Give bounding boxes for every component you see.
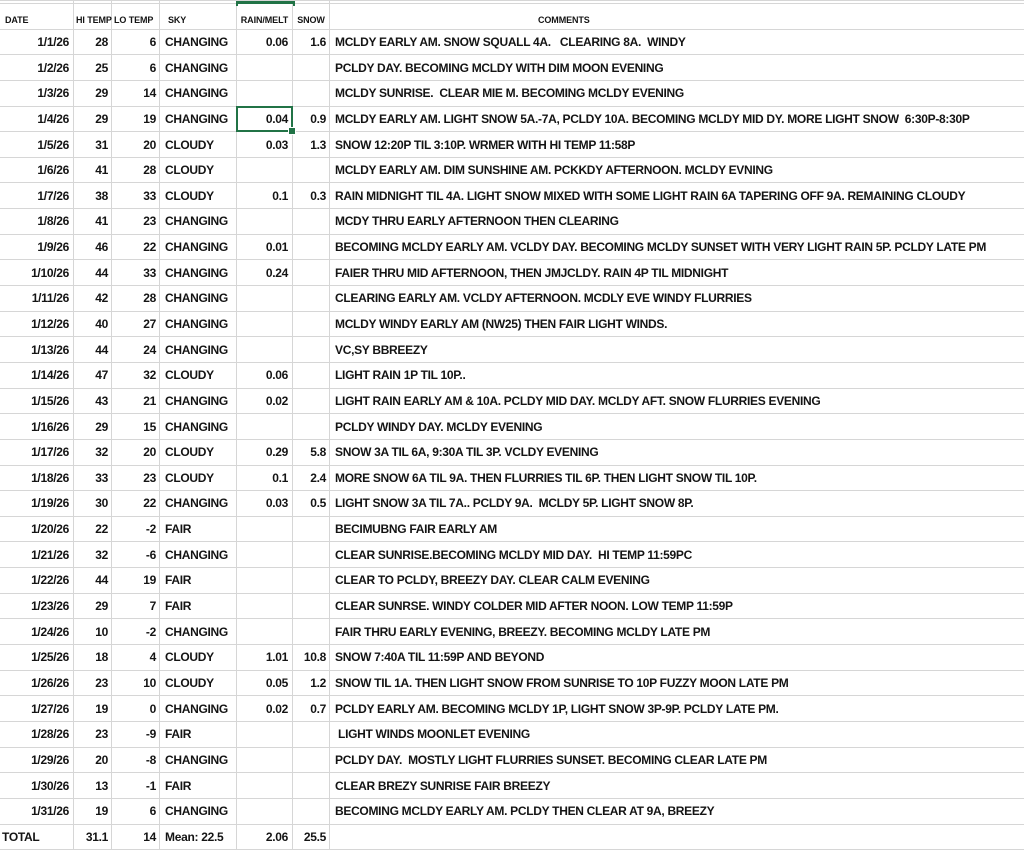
cell-snow[interactable] bbox=[293, 722, 330, 747]
cell-rain-melt[interactable]: 0.1 bbox=[237, 183, 293, 208]
cell-date[interactable]: 1/8/26 bbox=[0, 209, 74, 234]
table-row bbox=[0, 158, 1024, 184]
table-row bbox=[0, 132, 1024, 158]
cell-snow[interactable] bbox=[293, 389, 330, 414]
cell-hi-temp[interactable]: 22 bbox=[74, 517, 112, 542]
cell-date[interactable]: 1/19/26 bbox=[0, 491, 74, 516]
cell-snow[interactable] bbox=[293, 337, 330, 362]
cell-sky[interactable]: CLOUDY bbox=[160, 645, 237, 670]
cell-snow[interactable] bbox=[293, 414, 330, 439]
cell-lo-temp[interactable]: 6 bbox=[112, 799, 160, 824]
cell-comments[interactable]: PCLDY WINDY DAY. MCLDY EVENING bbox=[335, 419, 543, 434]
cell-date[interactable]: 1/15/26 bbox=[0, 389, 74, 414]
cell-lo-temp[interactable]: -1 bbox=[112, 773, 160, 798]
table-row bbox=[0, 81, 1024, 107]
cell-hi-temp[interactable]: 42 bbox=[74, 286, 112, 311]
cell-sky[interactable]: CHANGING bbox=[160, 389, 237, 414]
cell-hi-temp[interactable]: 19 bbox=[74, 696, 112, 721]
cell-rain-melt[interactable]: 1.01 bbox=[237, 645, 293, 670]
cell-lo-temp[interactable]: 23 bbox=[112, 466, 160, 491]
cell-sky[interactable]: CHANGING bbox=[160, 619, 237, 644]
cell-sky[interactable]: CHANGING bbox=[160, 260, 237, 285]
partial-cell[interactable] bbox=[160, 1, 237, 3]
cell-comments[interactable]: CLEAR SUNRISE.BECOMING MCLDY MID DAY. HI TEMP 11:59PC bbox=[335, 547, 692, 562]
cell-snow[interactable] bbox=[293, 517, 330, 542]
cell-lo-temp[interactable]: 14 bbox=[112, 81, 160, 106]
cell-hi-temp[interactable]: 29 bbox=[74, 107, 112, 132]
cell-lo-temp[interactable]: 7 bbox=[112, 594, 160, 619]
table-row bbox=[0, 30, 1024, 56]
cell-lo-temp[interactable]: 10 bbox=[112, 671, 160, 696]
cell-date[interactable]: 1/25/26 bbox=[0, 645, 74, 670]
table-row bbox=[0, 414, 1024, 440]
cell-rain-melt[interactable] bbox=[237, 748, 293, 773]
cell-sky[interactable]: CHANGING bbox=[160, 81, 237, 106]
cell-sky[interactable]: CHANGING bbox=[160, 235, 237, 260]
cell-hi-temp[interactable]: 25 bbox=[74, 55, 112, 80]
table-row bbox=[0, 55, 1024, 81]
cell-sky[interactable]: CHANGING bbox=[160, 30, 237, 55]
cell-rain-melt[interactable]: 0.03 bbox=[237, 491, 293, 516]
cell-lo-temp[interactable]: 27 bbox=[112, 312, 160, 337]
cell-date[interactable]: 1/11/26 bbox=[0, 286, 74, 311]
cell-rain-melt[interactable] bbox=[237, 517, 293, 542]
cell-lo-temp[interactable]: 4 bbox=[112, 645, 160, 670]
cell-date[interactable]: 1/20/26 bbox=[0, 517, 74, 542]
cell-sky[interactable]: FAIR bbox=[160, 594, 237, 619]
table-row bbox=[0, 286, 1024, 312]
cell-lo-temp[interactable]: -8 bbox=[112, 748, 160, 773]
table-row bbox=[0, 183, 1024, 209]
cell-lo-temp[interactable]: 15 bbox=[112, 414, 160, 439]
cell-comments[interactable]: MCDY THRU EARLY AFTERNOON THEN CLEARING bbox=[335, 214, 619, 229]
total-snow[interactable]: 25.5 bbox=[293, 825, 330, 850]
cell-comments[interactable]: FAIER THRU MID AFTERNOON, THEN JMJCLDY. RAIN 4P TIL MIDNIGHT bbox=[335, 265, 729, 280]
cell-lo-temp[interactable]: 23 bbox=[112, 209, 160, 234]
cell-lo-temp[interactable]: 22 bbox=[112, 491, 160, 516]
cell-snow[interactable] bbox=[293, 542, 330, 567]
cell-lo-temp[interactable]: 20 bbox=[112, 132, 160, 157]
cell-comments[interactable]: FAIR THRU EARLY EVENING, BREEZY. BECOMING MCLDY LATE PM bbox=[335, 624, 711, 639]
cell-comments[interactable]: CLEAR TO PCLDY, BREEZY DAY. CLEAR CALM EVENING bbox=[335, 573, 650, 588]
cell-hi-temp[interactable]: 30 bbox=[74, 491, 112, 516]
cell-lo-temp[interactable]: -9 bbox=[112, 722, 160, 747]
cell-hi-temp[interactable]: 32 bbox=[74, 542, 112, 567]
table-row bbox=[0, 389, 1024, 415]
cell-snow[interactable] bbox=[293, 773, 330, 798]
cell-sky[interactable]: CHANGING bbox=[160, 414, 237, 439]
cell-rain-melt[interactable]: 0.01 bbox=[237, 235, 293, 260]
cell-sky[interactable]: FAIR bbox=[160, 568, 237, 593]
cell-rain-melt[interactable]: 0.02 bbox=[237, 389, 293, 414]
cell-hi-temp[interactable]: 44 bbox=[74, 260, 112, 285]
cell-rain-melt[interactable] bbox=[237, 722, 293, 747]
cell-comments[interactable]: MCLDY WINDY EARLY AM (NW25) THEN FAIR LIGHT WINDS. bbox=[335, 317, 668, 331]
table-row bbox=[0, 748, 1024, 774]
cell-rain-melt[interactable]: 0.1 bbox=[237, 466, 293, 491]
cell-comments[interactable]: PCLDY DAY. BECOMING MCLDY WITH DIM MOON EVENING bbox=[335, 60, 664, 75]
cell-date[interactable]: 1/4/26 bbox=[0, 107, 74, 132]
total-hi-temp[interactable]: 31.1 bbox=[74, 825, 112, 850]
cell-snow[interactable] bbox=[293, 594, 330, 619]
cell-snow[interactable] bbox=[293, 619, 330, 644]
cell-snow[interactable]: 2.4 bbox=[293, 466, 330, 491]
table-row bbox=[0, 440, 1024, 466]
partial-cell[interactable] bbox=[293, 1, 330, 3]
cell-snow[interactable] bbox=[293, 363, 330, 388]
total-label[interactable]: TOTAL bbox=[0, 825, 74, 850]
header-hi-temp[interactable]: HI TEMP bbox=[74, 4, 112, 29]
cell-lo-temp[interactable]: 33 bbox=[112, 260, 160, 285]
cell-date[interactable]: 1/7/26 bbox=[0, 183, 74, 208]
cell-rain-melt[interactable] bbox=[237, 799, 293, 824]
cell-rain-melt[interactable] bbox=[237, 286, 293, 311]
cell-snow[interactable] bbox=[293, 235, 330, 260]
cell-snow[interactable] bbox=[293, 748, 330, 773]
cell-date[interactable]: 1/28/26 bbox=[0, 722, 74, 747]
partial-cell[interactable] bbox=[74, 1, 112, 3]
cell-snow[interactable] bbox=[293, 81, 330, 106]
cell-hi-temp[interactable]: 40 bbox=[74, 312, 112, 337]
cell-lo-temp[interactable]: -2 bbox=[112, 619, 160, 644]
cell-date[interactable]: 1/26/26 bbox=[0, 671, 74, 696]
cell-hi-temp[interactable]: 44 bbox=[74, 337, 112, 362]
cell-sky[interactable]: CHANGING bbox=[160, 542, 237, 567]
cell-sky[interactable]: CHANGING bbox=[160, 209, 237, 234]
cell-rain-melt[interactable]: 0.24 bbox=[237, 260, 293, 285]
cell-date[interactable]: 1/21/26 bbox=[0, 542, 74, 567]
cell-sky[interactable]: CLOUDY bbox=[160, 671, 237, 696]
cell-hi-temp[interactable]: 28 bbox=[74, 30, 112, 55]
header-rain-melt[interactable]: RAIN/MELT bbox=[237, 4, 293, 29]
cell-hi-temp[interactable]: 29 bbox=[74, 414, 112, 439]
cell-sky[interactable]: CHANGING bbox=[160, 286, 237, 311]
cell-hi-temp[interactable]: 23 bbox=[74, 722, 112, 747]
cell-comments[interactable]: MCLDY EARLY AM. LIGHT SNOW 5A.-7A, PCLDY 10A. BECOMING MCLDY MID DY. MORE LIGHT SNOW 6:30P-8:30P bbox=[335, 111, 970, 126]
table-row bbox=[0, 107, 1024, 133]
cell-date[interactable]: 1/2/26 bbox=[0, 55, 74, 80]
cell-sky[interactable]: CHANGING bbox=[160, 55, 237, 80]
cell-comments[interactable]: VC,SY BBREEZY bbox=[335, 342, 428, 357]
cell-comments[interactable]: CLEARING EARLY AM. VCLDY AFTERNOON. MCDLY EVE WINDY FLURRIES bbox=[335, 291, 752, 306]
cell-snow[interactable] bbox=[293, 568, 330, 593]
cell-date[interactable]: 1/22/26 bbox=[0, 568, 74, 593]
cell-rain-melt[interactable]: 0.05 bbox=[237, 671, 293, 696]
cell-rain-melt[interactable]: 0.02 bbox=[237, 696, 293, 721]
cell-date[interactable]: 1/1/26 bbox=[0, 30, 74, 55]
cell-lo-temp[interactable]: 22 bbox=[112, 235, 160, 260]
cell-date[interactable]: 1/14/26 bbox=[0, 363, 74, 388]
table-row bbox=[0, 542, 1024, 568]
cell-snow[interactable]: 5.8 bbox=[293, 440, 330, 465]
table-row bbox=[0, 799, 1024, 825]
cell-hi-temp[interactable]: 32 bbox=[74, 440, 112, 465]
cell-rain-melt[interactable] bbox=[237, 773, 293, 798]
cell-snow[interactable]: 0.3 bbox=[293, 183, 330, 208]
cell-comments[interactable]: PCLDY EARLY AM. BECOMING MCLDY 1P, LIGHT SNOW 3P-9P. PCLDY LATE PM. bbox=[335, 701, 779, 716]
partial-cell[interactable] bbox=[330, 1, 1024, 3]
cell-hi-temp[interactable]: 20 bbox=[74, 748, 112, 773]
table-row bbox=[0, 696, 1024, 722]
cell-date[interactable]: 1/6/26 bbox=[0, 158, 74, 183]
table-row bbox=[0, 517, 1024, 543]
cell-hi-temp[interactable]: 29 bbox=[74, 81, 112, 106]
cell-rain-melt[interactable]: 0.06 bbox=[237, 363, 293, 388]
cell-date[interactable]: 1/16/26 bbox=[0, 414, 74, 439]
total-row bbox=[0, 825, 1024, 850]
cell-date[interactable]: 1/9/26 bbox=[0, 235, 74, 260]
cell-snow[interactable] bbox=[293, 312, 330, 337]
cell-hi-temp[interactable]: 38 bbox=[74, 183, 112, 208]
cell-snow[interactable]: 10.8 bbox=[293, 645, 330, 670]
cell-rain-melt[interactable] bbox=[237, 55, 293, 80]
header-lo-temp[interactable]: LO TEMP bbox=[112, 4, 160, 29]
cell-lo-temp[interactable]: -2 bbox=[112, 517, 160, 542]
cell-comments[interactable]: BECIMUBNG FAIR EARLY AM bbox=[335, 522, 498, 537]
cell-lo-temp[interactable]: 28 bbox=[112, 286, 160, 311]
cell-lo-temp[interactable]: 6 bbox=[112, 55, 160, 80]
cell-snow[interactable]: 1.3 bbox=[293, 132, 330, 157]
table-row bbox=[0, 619, 1024, 645]
total-lo-temp[interactable]: 14 bbox=[112, 825, 160, 850]
cell-date[interactable]: 1/23/26 bbox=[0, 594, 74, 619]
cell-hi-temp[interactable]: 47 bbox=[74, 363, 112, 388]
cell-lo-temp[interactable]: 32 bbox=[112, 363, 160, 388]
cell-sky[interactable]: CLOUDY bbox=[160, 158, 237, 183]
header-comments[interactable]: COMMENTS bbox=[538, 14, 590, 25]
cell-sky[interactable]: FAIR bbox=[160, 722, 237, 747]
cell-snow[interactable]: 0.9 bbox=[293, 107, 330, 132]
cell-comments[interactable]: SNOW 12:20P TIL 3:10P. WRMER WITH HI TEMP 11:58P bbox=[335, 137, 636, 152]
header-snow[interactable]: SNOW bbox=[293, 4, 330, 29]
partial-cell[interactable] bbox=[0, 1, 74, 3]
cell-rain-melt[interactable] bbox=[237, 619, 293, 644]
cell-hi-temp[interactable]: 41 bbox=[74, 158, 112, 183]
cell-date[interactable]: 1/27/26 bbox=[0, 696, 74, 721]
cell-date[interactable]: 1/18/26 bbox=[0, 466, 74, 491]
cell-rain-melt[interactable] bbox=[237, 414, 293, 439]
cell-comments[interactable]: CLEAR BREZY SUNRISE FAIR BREEZY bbox=[335, 778, 551, 793]
cell-snow[interactable] bbox=[293, 209, 330, 234]
cell-lo-temp[interactable]: 6 bbox=[112, 30, 160, 55]
cell-comments[interactable]: SNOW 3A TIL 6A, 9:30A TIL 3P. VCLDY EVENING bbox=[335, 445, 599, 460]
cell-rain-melt[interactable]: 0.04 bbox=[237, 107, 293, 132]
cell-hi-temp[interactable]: 23 bbox=[74, 671, 112, 696]
cell-comments[interactable]: CLEAR SUNRSE. WINDY COLDER MID AFTER NOON. LOW TEMP 11:59P bbox=[335, 599, 733, 614]
cell-rain-melt[interactable] bbox=[237, 542, 293, 567]
cell-rain-melt[interactable]: 0.03 bbox=[237, 132, 293, 157]
cell-date[interactable]: 1/31/26 bbox=[0, 799, 74, 824]
cell-lo-temp[interactable]: 19 bbox=[112, 568, 160, 593]
cell-comments[interactable]: MCLDY SUNRISE. CLEAR MIE M. BECOMING MCLDY EVENING bbox=[335, 86, 684, 101]
cell-snow[interactable] bbox=[293, 286, 330, 311]
cell-sky[interactable]: CLOUDY bbox=[160, 363, 237, 388]
offscreen-selection-border bbox=[236, 1, 295, 6]
table-row bbox=[0, 466, 1024, 492]
cell-rain-melt[interactable] bbox=[237, 312, 293, 337]
cell-rain-melt[interactable]: 0.06 bbox=[237, 30, 293, 55]
cell-comments[interactable]: SNOW TIL 1A. THEN LIGHT SNOW FROM SUNRISE TO 10P FUZZY MOON LATE PM bbox=[335, 675, 789, 690]
cell-comments[interactable]: LIGHT RAIN 1P TIL 10P.. bbox=[335, 368, 466, 383]
total-comments[interactable] bbox=[330, 825, 1024, 850]
cell-sky[interactable]: CLOUDY bbox=[160, 183, 237, 208]
cell-hi-temp[interactable]: 33 bbox=[74, 466, 112, 491]
cell-comments[interactable]: MORE SNOW 6A TIL 9A. THEN FLURRIES TIL 6P. THEN LIGHT SNOW TIL 10P. bbox=[335, 470, 757, 485]
cell-lo-temp[interactable]: 33 bbox=[112, 183, 160, 208]
table-row bbox=[0, 235, 1024, 261]
table-row bbox=[0, 568, 1024, 594]
table-row bbox=[0, 363, 1024, 389]
cell-date[interactable]: 1/13/26 bbox=[0, 337, 74, 362]
cell-snow[interactable] bbox=[293, 799, 330, 824]
cell-rain-melt[interactable] bbox=[237, 209, 293, 234]
cell-date[interactable]: 1/10/26 bbox=[0, 260, 74, 285]
table-row bbox=[0, 722, 1024, 748]
cell-hi-temp[interactable]: 31 bbox=[74, 132, 112, 157]
cell-sky[interactable]: CHANGING bbox=[160, 799, 237, 824]
cell-snow[interactable]: 1.6 bbox=[293, 30, 330, 55]
cell-lo-temp[interactable]: 20 bbox=[112, 440, 160, 465]
cell-hi-temp[interactable]: 29 bbox=[74, 594, 112, 619]
cell-snow[interactable]: 0.7 bbox=[293, 696, 330, 721]
cell-snow[interactable]: 1.2 bbox=[293, 671, 330, 696]
cell-hi-temp[interactable]: 18 bbox=[74, 645, 112, 670]
cell-date[interactable]: 1/5/26 bbox=[0, 132, 74, 157]
cell-sky[interactable]: CLOUDY bbox=[160, 466, 237, 491]
table-row bbox=[0, 337, 1024, 363]
cell-date[interactable]: 1/24/26 bbox=[0, 619, 74, 644]
cell-hi-temp[interactable]: 19 bbox=[74, 799, 112, 824]
cell-sky[interactable]: FAIR bbox=[160, 773, 237, 798]
cell-sky[interactable]: CHANGING bbox=[160, 337, 237, 362]
table-row bbox=[0, 773, 1024, 799]
cell-comments[interactable]: LIGHT RAIN EARLY AM & 10A. PCLDY MID DAY. MCLDY AFT. SNOW FLURRIES EVENING bbox=[335, 393, 821, 408]
cell-date[interactable]: 1/17/26 bbox=[0, 440, 74, 465]
cell-date[interactable]: 1/3/26 bbox=[0, 81, 74, 106]
cell-lo-temp[interactable]: 19 bbox=[112, 107, 160, 132]
cell-lo-temp[interactable]: -6 bbox=[112, 542, 160, 567]
cell-date[interactable]: 1/29/26 bbox=[0, 748, 74, 773]
cell-comments[interactable]: BECOMING MCLDY EARLY AM. VCLDY DAY. BECOMING MCLDY SUNSET WITH VERY LIGHT RAIN 5P. PCLDY LATE PM bbox=[335, 240, 987, 255]
table-row bbox=[0, 260, 1024, 286]
cell-comments[interactable]: RAIN MIDNIGHT TIL 4A. LIGHT SNOW MIXED WITH SOME LIGHT RAIN 6A TAPERING OFF 9A. REMAINING CLOUDY bbox=[335, 188, 966, 203]
cell-sky[interactable]: CLOUDY bbox=[160, 132, 237, 157]
cell-sky[interactable]: CHANGING bbox=[160, 748, 237, 773]
table-row bbox=[0, 645, 1024, 671]
header-sky[interactable]: SKY bbox=[160, 4, 237, 29]
cell-sky[interactable]: CHANGING bbox=[160, 107, 237, 132]
cell-rain-melt[interactable] bbox=[237, 568, 293, 593]
fill-handle[interactable] bbox=[288, 127, 296, 135]
cell-rain-melt[interactable] bbox=[237, 594, 293, 619]
cell-date[interactable]: 1/12/26 bbox=[0, 312, 74, 337]
cell-lo-temp[interactable]: 0 bbox=[112, 696, 160, 721]
partial-cell[interactable] bbox=[112, 1, 160, 3]
cell-sky[interactable]: FAIR bbox=[160, 517, 237, 542]
cell-comments[interactable]: LIGHT WINDS MOONLET EVENING bbox=[335, 727, 530, 742]
cell-comments[interactable]: MCLDY EARLY AM. SNOW SQUALL 4A. CLEARING 8A. WINDY bbox=[335, 34, 686, 49]
total-rain-melt[interactable]: 2.06 bbox=[237, 825, 293, 850]
table-row bbox=[0, 209, 1024, 235]
cell-comments[interactable]: SNOW 7:40A TIL 11:59P AND BEYOND bbox=[335, 650, 545, 665]
cell-date[interactable]: 1/30/26 bbox=[0, 773, 74, 798]
cell-comments[interactable]: MCLDY EARLY AM. DIM SUNSHINE AM. PCKKDY AFTERNOON. MCLDY EVNING bbox=[335, 163, 773, 178]
cell-hi-temp[interactable]: 13 bbox=[74, 773, 112, 798]
cell-hi-temp[interactable]: 44 bbox=[74, 568, 112, 593]
cell-rain-melt[interactable]: 0.29 bbox=[237, 440, 293, 465]
cell-rain-melt[interactable] bbox=[237, 337, 293, 362]
cell-snow[interactable] bbox=[293, 158, 330, 183]
cell-hi-temp[interactable]: 41 bbox=[74, 209, 112, 234]
table-row bbox=[0, 594, 1024, 620]
cell-snow[interactable]: 0.5 bbox=[293, 491, 330, 516]
cell-sky[interactable]: CHANGING bbox=[160, 312, 237, 337]
cell-hi-temp[interactable]: 10 bbox=[74, 619, 112, 644]
cell-comments[interactable]: PCLDY DAY. MOSTLY LIGHT FLURRIES SUNSET. BECOMING CLEAR LATE PM bbox=[335, 752, 767, 767]
cell-lo-temp[interactable]: 24 bbox=[112, 337, 160, 362]
table-row bbox=[0, 491, 1024, 517]
cell-sky[interactable]: CHANGING bbox=[160, 696, 237, 721]
cell-rain-melt[interactable] bbox=[237, 158, 293, 183]
cell-comments[interactable]: LIGHT SNOW 3A TIL 7A.. PCLDY 9A. MCLDY 5P. LIGHT SNOW 8P. bbox=[335, 496, 694, 511]
table-row bbox=[0, 312, 1024, 338]
cell-hi-temp[interactable]: 46 bbox=[74, 235, 112, 260]
cell-lo-temp[interactable]: 21 bbox=[112, 389, 160, 414]
cell-comments[interactable]: BECOMING MCLDY EARLY AM. PCLDY THEN CLEAR AT 9A, BREEZY bbox=[335, 804, 715, 819]
cell-lo-temp[interactable]: 28 bbox=[112, 158, 160, 183]
cell-hi-temp[interactable]: 43 bbox=[74, 389, 112, 414]
cell-rain-melt[interactable] bbox=[237, 81, 293, 106]
header-row bbox=[0, 4, 1024, 30]
total-sky-mean[interactable]: Mean: 22.5 bbox=[160, 825, 237, 850]
header-date[interactable]: DATE bbox=[0, 4, 74, 29]
cell-snow[interactable] bbox=[293, 55, 330, 80]
table-row bbox=[0, 671, 1024, 697]
cell-snow[interactable] bbox=[293, 260, 330, 285]
cell-sky[interactable]: CLOUDY bbox=[160, 440, 237, 465]
cell-sky[interactable]: CHANGING bbox=[160, 491, 237, 516]
